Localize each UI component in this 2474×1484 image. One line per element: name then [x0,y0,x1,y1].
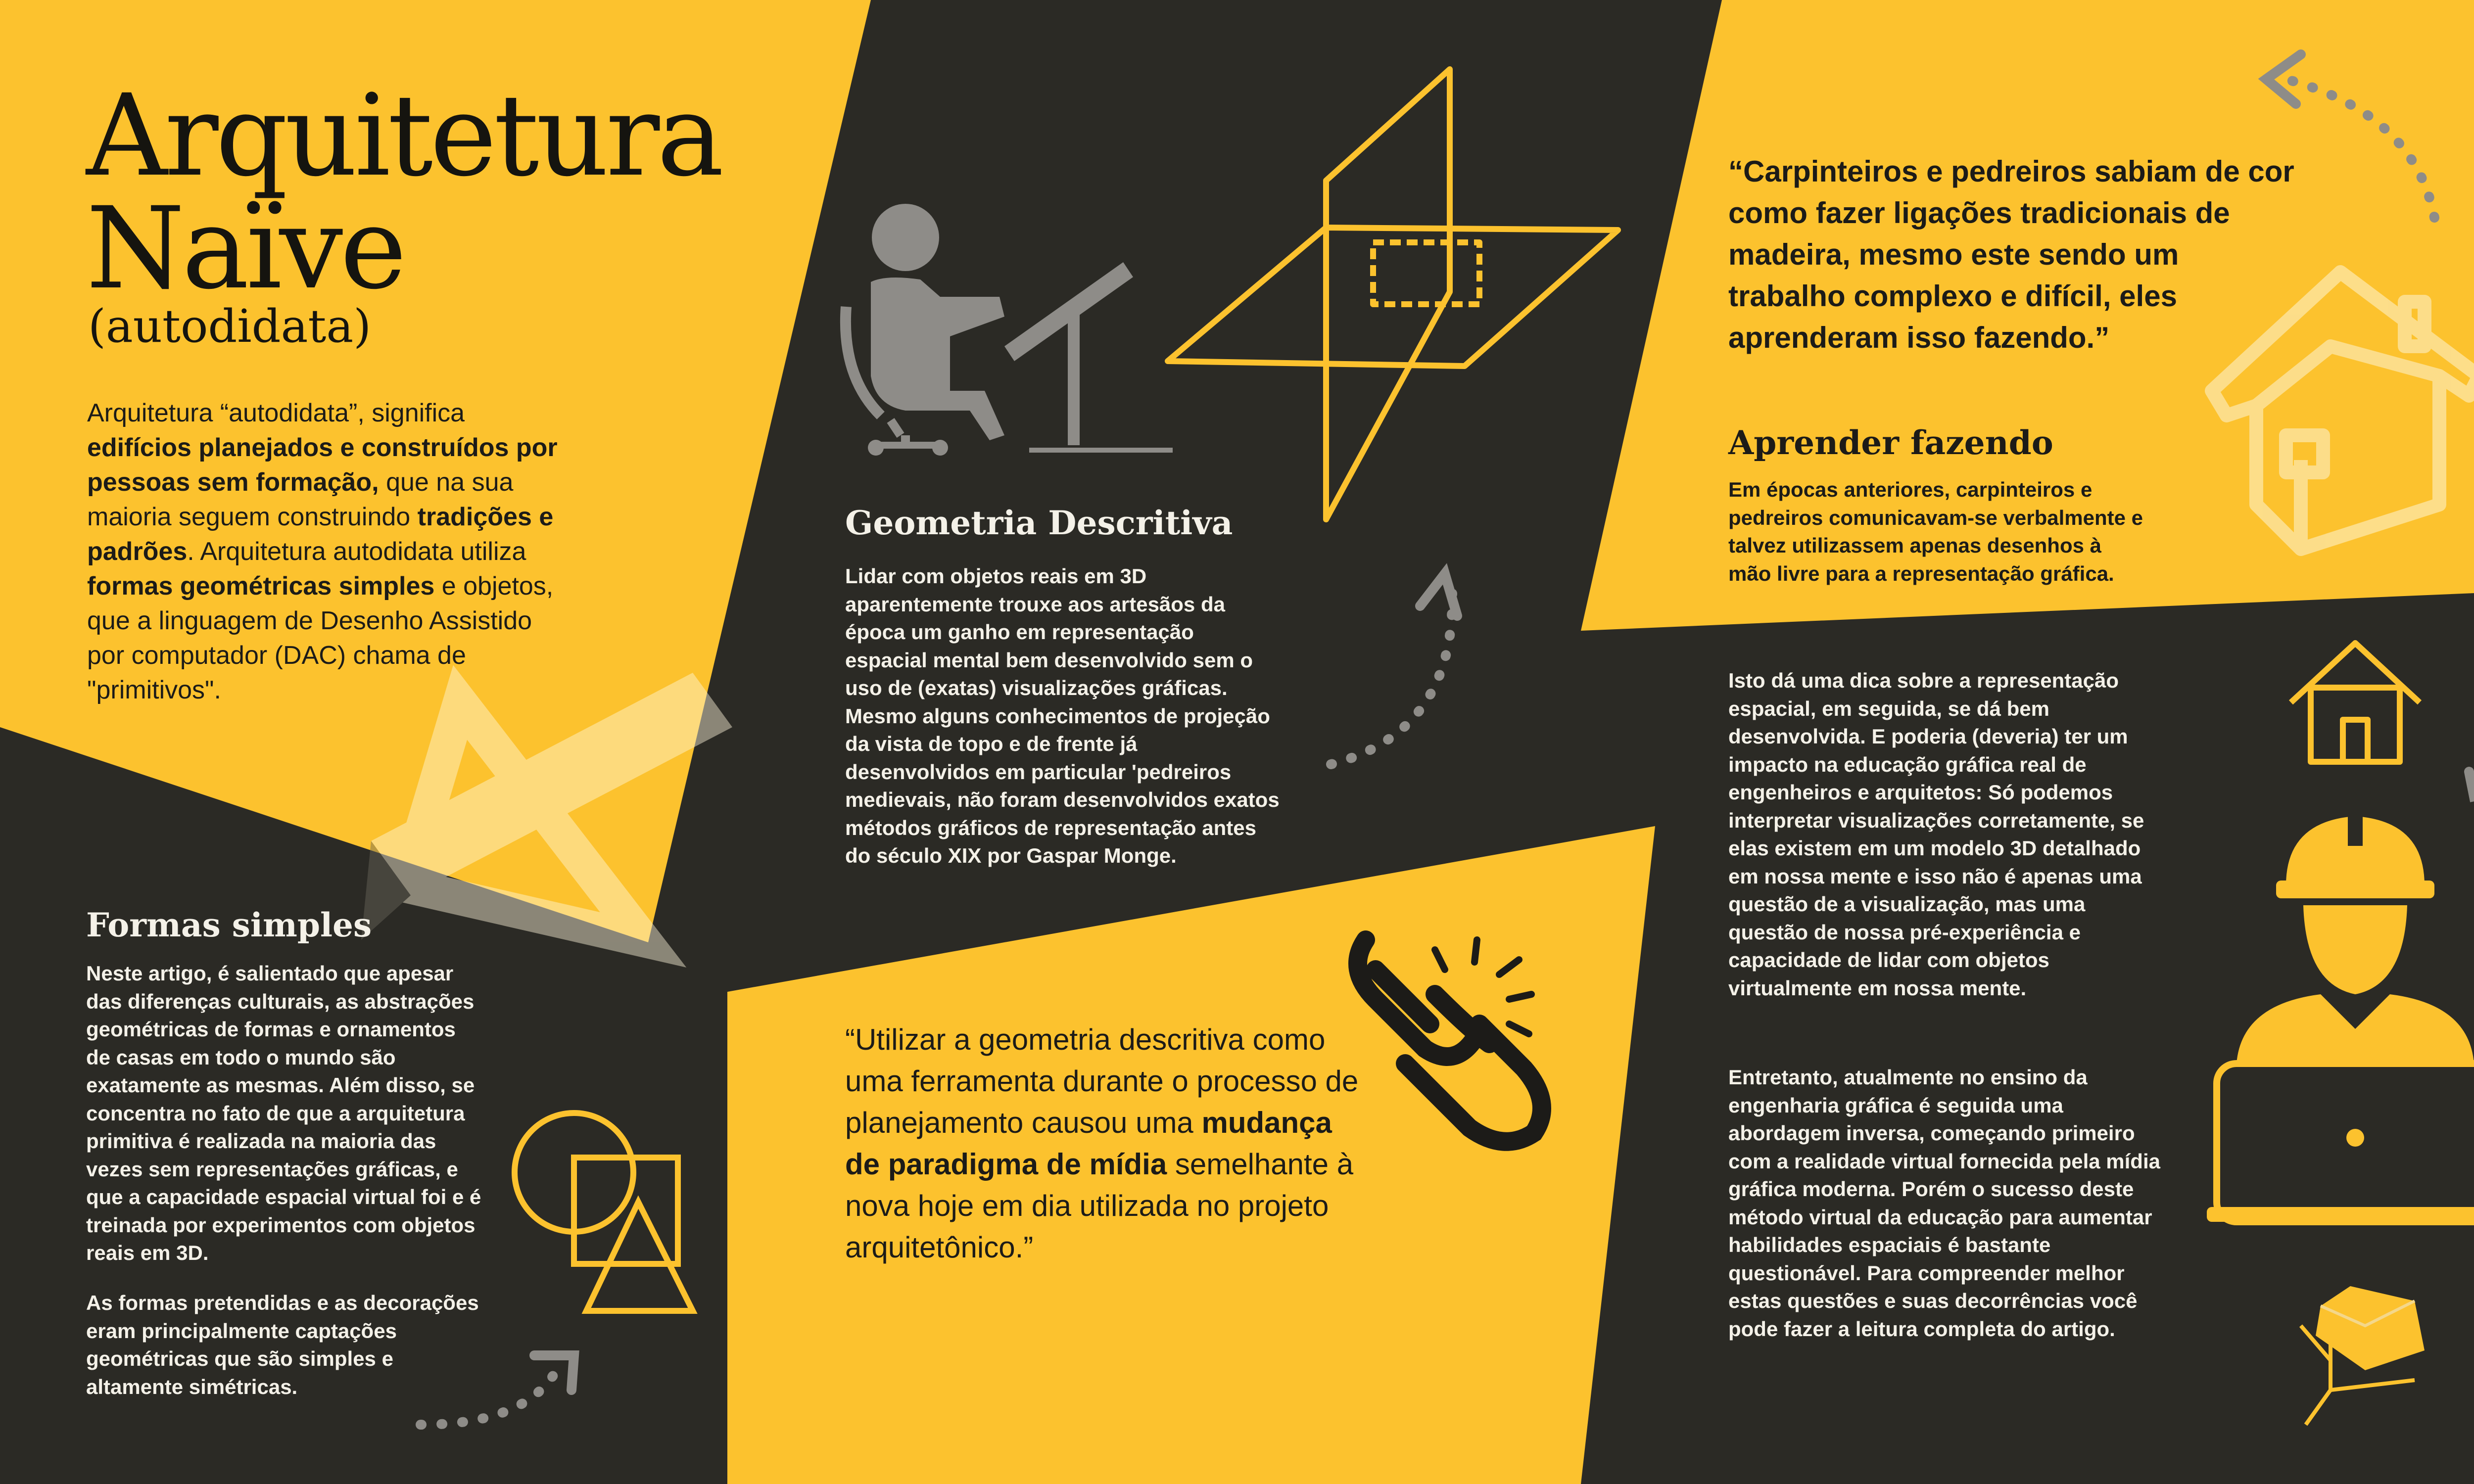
quote-center-a: “Utilizar a geometria descritiva como uma ferramenta durante o processo de planejamento causou uma [845,1023,1359,1139]
page-title [86,70,721,314]
quote-center [845,1019,1365,1268]
right-col-p1: Isto dá uma dica sobre a representação espacial, em seguida, se dá bem desenvolvida. E poderia (deveria) ter um impacto na educação gráfica real de engenheiros e arquitetos: Só podemos interpretar visualizações corretamente, se elas existem em um modelo 3D detalhado em nossa mente e isso não é apenas uma questão de a visualização, mas uma questão de nossa pré-experiência e capacidade de lidar com objetos virtualmente em nossa mente. [1728,669,2144,1000]
intro-text-3: . Arquitetura autodidata utiliza [187,537,526,566]
intro-bold-2: tradições e padrões [87,503,554,566]
quote-center-c: semelhante à nova hoje em dia utilizada no projeto arquitetônico.” [845,1148,1354,1264]
intro-paragraph [87,396,562,707]
formas-text-2b: captações geométricas que são simples e altamente simétricas. [86,1319,397,1398]
quote-center-bold: mudança de paradigma de mídia [845,1106,1332,1181]
formas-heading: Formas simples [86,906,372,944]
geometria-text: Lidar com objetos reais em 3D aparentemente trouxe aos artesãos da época um ganho em representação espacial mental bem desenvolvido sem o uso de (exatas) visualizações gráficas. Mesmo alguns conhecimentos de projeção da vista de topo e de frente já desenvolvidos em particular 'pedreiros medievais, não foram desenvolvidos exatos métodos gráficos de representação antes do século XIX por Gaspar Monge. [845,564,1280,867]
title-line-1: Arquitetura [86,70,721,201]
aprender-text: Em épocas anteriores, carpinteiros e pedreiros comunicavam-se verbalmente e talvez utilizassem apenas desenhos à mão livre para a representação gráfica. [1728,478,2143,585]
formas-text-2 [86,1289,482,1401]
right-col-p2: Entretanto, atualmente no ensino da engenharia gráfica é seguida uma abordagem inversa, começando primeiro com a realidade virtual fornecida pela mídia gráfica moderna. Porém o sucesso deste método virtual da educação para aumentar habilidades espaciais é bastante questionável. Para compreender melhor estas questões e suas decorrências você pode fazer a leitura completa do artigo. [1728,1066,2160,1341]
intro-bold-3: formas geométricas simples [87,572,435,601]
cube-axes-icon [2301,1286,2425,1425]
pencil-ruler-icon [361,673,732,940]
quote-right: “Carpinteiros e pedreiros sabiam de cor como fazer ligações tradicionais de madeira, mesmo este sendo um trabalho complexo e difícil, eles aprenderam isso fazendo.” [1728,155,2294,354]
intro-text-4: e objetos, que a linguagem de Desenho Assistido por computador (DAC) chama de "primitivos". [87,572,554,704]
drafter-icon [846,204,1173,456]
formas-text-1: Neste artigo, é salientado que apesar das diferenças culturais, as abstrações geométricas de formas e ornamentos de casas em todo o mundo são exatamente as mesmas. Além disso, se concentra no fato de que a arquitetura primitiva é realizada na maioria das vezes sem representações gráficas, e que a capacidade espacial virtual foi e é treinada por experimentos com objetos reais em 3D. [86,962,481,1264]
intro-bold-1: edifícios planejados e construídos por pessoas sem formação, [87,433,558,497]
aprender-heading: Aprender fazendo [1728,423,2053,462]
house-small-icon [2291,643,2420,762]
title-line-2: Naïve [86,183,404,314]
page-subtitle: (autodidata) [88,300,372,353]
formas-text-2a: As formas pretendidas e as decorações eram principalmente [86,1291,479,1343]
projection-planes-icon [1168,69,1618,519]
intro-text-2: que na sua maioria seguem construindo [87,468,514,531]
intro-text-1: Arquitetura “autodidata”, significa [87,399,465,427]
chain-link-icon [1358,940,1542,1142]
engineer-laptop-icon [2207,811,2474,1222]
shapes-icon [515,1113,693,1311]
geometria-heading: Geometria Descritiva [845,504,1233,542]
